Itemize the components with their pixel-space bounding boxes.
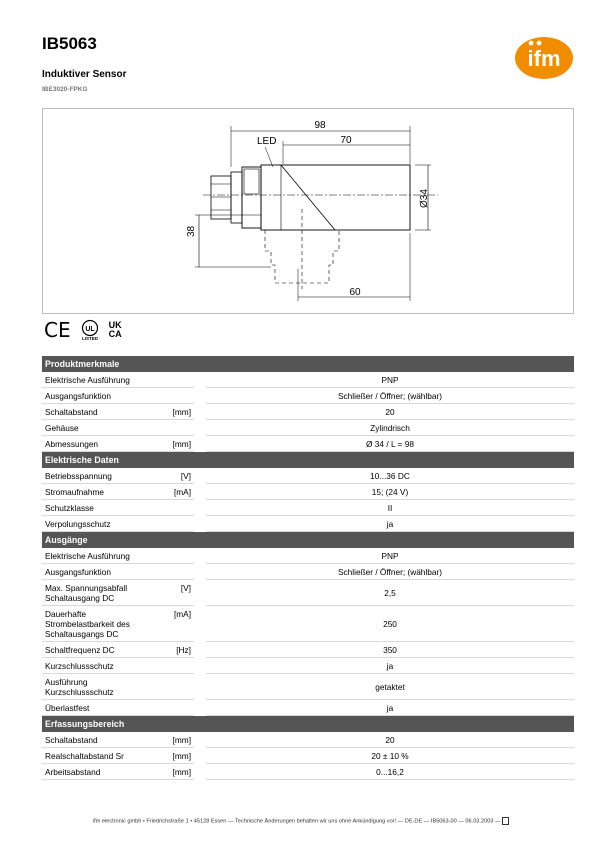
spec-gap [194,606,206,642]
spec-value: Schließer / Öffner; (wählbar) [206,564,574,580]
spec-unit [167,388,194,404]
page-title: IB5063 [42,34,97,53]
spec-unit [167,674,194,700]
spec-label: Elektrische Ausführung [42,372,167,388]
section-header [42,716,574,733]
spec-label: Ausgangsfunktion [42,564,167,580]
spec-unit: [mm] [167,436,194,452]
section-header [42,452,574,469]
spec-row [42,564,574,580]
spec-gap [194,468,206,484]
spec-label: Kurzschlussschutz [42,658,167,674]
spec-row [42,420,574,436]
spec-unit [167,658,194,674]
spec-row [42,732,574,748]
spec-label: Schutzklasse [42,500,167,516]
spec-unit: [mA] [167,484,194,500]
spec-label: Elektrische Ausführung [42,548,167,564]
spec-row [42,516,574,532]
spec-gap [194,500,206,516]
spec-row [42,404,574,420]
ukca-line1: UK [108,320,122,330]
spec-value: 0...16,2 [206,764,574,780]
article-code: IBE3020-FPKG [42,86,88,93]
section-title: Erfassungsbereich [42,716,574,733]
spec-row [42,606,574,642]
spec-row [42,484,574,500]
spec-gap [194,548,206,564]
footer-text: ifm electronic gmbh • Friedrichstraße 1 • 45128 Essen — Technische Änderungen behalten wir uns ohne Ankündigung vor! — DE-DE — IB5063-00 — 06.03.2003 — [92,818,501,825]
spec-value: 20 [206,404,574,420]
spec-row [42,764,574,780]
section-title: Ausgänge [42,532,574,549]
spec-value: Ø 34 / L = 98 [206,436,574,452]
spec-unit: [mA] [167,606,194,642]
spec-label: Stromaufnahme [42,484,167,500]
spec-unit [167,372,194,388]
spec-value: PNP [206,548,574,564]
spec-gap [194,516,206,532]
spec-label: Schaltfrequenz DC [42,642,167,658]
spec-value: getaktet [206,674,574,700]
product-subtitle: Induktiver Sensor [42,69,127,80]
spec-value: II [206,500,574,516]
spec-row [42,372,574,388]
spec-row [42,748,574,764]
spec-gap [194,372,206,388]
spec-gap [194,436,206,452]
spec-value: 10...36 DC [206,468,574,484]
led-label: LED [257,136,277,147]
spec-table [42,356,574,780]
spec-value: ja [206,700,574,716]
spec-gap [194,580,206,606]
spec-label: Verpolungsschutz [42,516,167,532]
dim-70: 70 [340,135,352,146]
section-title: Elektrische Daten [42,452,574,469]
spec-row [42,658,574,674]
spec-value: ja [206,516,574,532]
logo-text: ifm [527,46,561,71]
spec-label: Ausführung Kurzschlussschutz [42,674,167,700]
svg-text:UL: UL [84,326,95,333]
ukca-line2: CA [108,329,122,339]
spec-unit [167,700,194,716]
spec-gap [194,564,206,580]
spec-unit: [V] [167,580,194,606]
spec-unit [167,420,194,436]
spec-label: Schaltabstand [42,732,167,748]
spec-row [42,500,574,516]
dim-60: 60 [349,287,361,298]
spec-value: Schließer / Öffner; (wählbar) [206,388,574,404]
spec-row [42,580,574,606]
dim-38: 38 [186,225,197,237]
spec-label: Realschaltabstand Sr [42,748,167,764]
ul-listed-text: LISTED [81,336,98,341]
spec-row [42,436,574,452]
spec-unit: [mm] [167,732,194,748]
spec-gap [194,484,206,500]
spec-unit: [mm] [167,404,194,420]
spec-unit [167,516,194,532]
section-header [42,356,574,372]
spec-row [42,548,574,564]
spec-value: ja [206,658,574,674]
spec-gap [194,674,206,700]
section-header [42,532,574,549]
spec-value: 350 [206,642,574,658]
spec-value: 20 [206,732,574,748]
footer [0,817,602,825]
spec-gap [194,404,206,420]
flag-icon [502,817,509,825]
spec-gap [194,642,206,658]
spec-value: 250 [206,606,574,642]
spec-gap [194,700,206,716]
spec-unit: [mm] [167,748,194,764]
spec-unit: [V] [167,468,194,484]
spec-gap [194,658,206,674]
spec-label: Ausgangsfunktion [42,388,167,404]
spec-label: Betriebsspannung [42,468,167,484]
spec-unit [167,564,194,580]
spec-unit: [mm] [167,764,194,780]
spec-value: PNP [206,372,574,388]
ukca-mark [109,321,122,339]
ul-listed-mark [77,319,103,341]
spec-value: 2,5 [206,580,574,606]
spec-unit: [Hz] [167,642,194,658]
spec-row [42,468,574,484]
spec-row [42,388,574,404]
spec-gap [194,748,206,764]
spec-label: Abmessungen [42,436,167,452]
spec-label: Arbeitsabstand [42,764,167,780]
section-title: Produktmerkmale [42,356,574,372]
spec-row [42,700,574,716]
spec-gap [194,764,206,780]
dim-34: Ø34 [419,189,430,208]
ifm-logo [514,36,574,80]
spec-value: 20 ± 10 % [206,748,574,764]
spec-gap [194,420,206,436]
spec-row [42,674,574,700]
spec-label: Gehäuse [42,420,167,436]
spec-label: Überlastfest [42,700,167,716]
spec-value: Zylindrisch [206,420,574,436]
spec-label: Max. Spannungsabfall Schaltausgang DC [42,580,167,606]
spec-gap [194,732,206,748]
certification-marks [44,318,122,342]
spec-unit [167,500,194,516]
spec-row [42,642,574,658]
spec-value: 15; (24 V) [206,484,574,500]
dim-98: 98 [314,120,326,131]
spec-label: Schaltabstand [42,404,167,420]
spec-gap [194,388,206,404]
spec-label: Dauerhafte Strombelastbarkeit des Schaltausgangs DC [42,606,167,642]
dimension-drawing [42,108,574,314]
ce-mark: CE [44,318,71,342]
spec-unit [167,548,194,564]
